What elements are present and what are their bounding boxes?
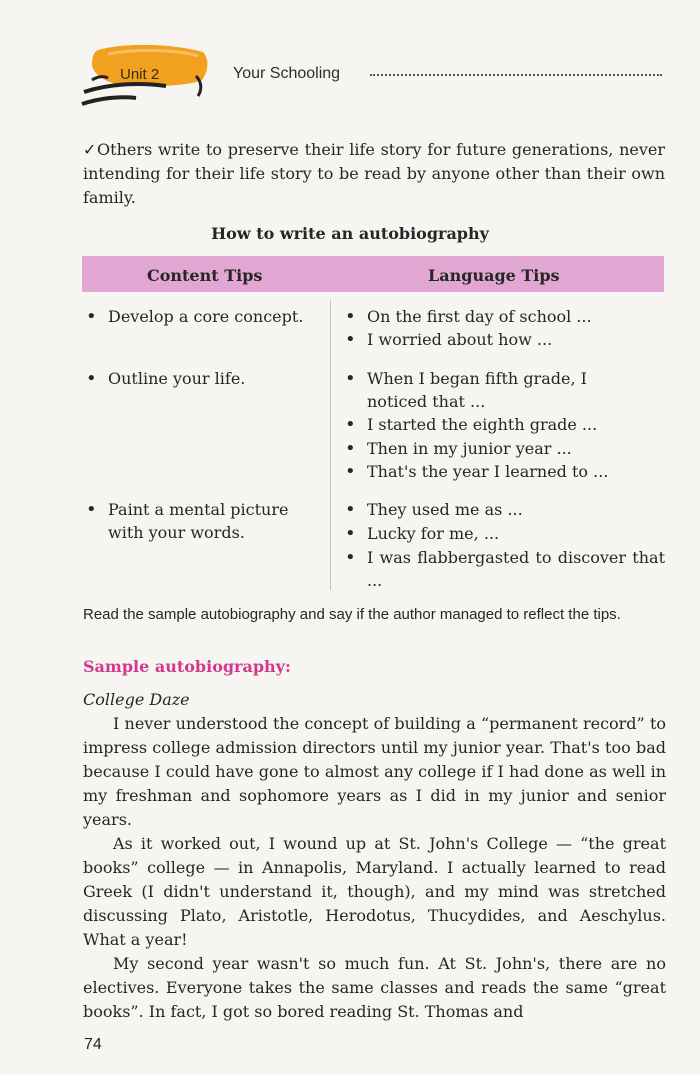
content-tip: • Outline your life. [108, 367, 320, 390]
content-tip: • Paint a mental picture with your words. [108, 498, 324, 544]
language-tips-header: Language Tips [428, 266, 560, 285]
tips-table-header [82, 256, 664, 292]
tips-table-title: How to write an autobiography [211, 224, 489, 243]
content-tip: • Develop a core concept. [108, 305, 320, 328]
language-tip: • Then in my junior year ... [367, 437, 667, 460]
reading-instruction: Read the sample autobiography and say if the author managed to reflect the tips. [83, 606, 621, 623]
language-tip: • When I began fifth grade, I noticed that ... [367, 367, 617, 413]
language-tip: • I was flabbergasted to discover that ... [367, 546, 665, 592]
story-paragraph: I never understood the concept of building a “permanent record” to impress college admission directors until my junior year. That's too bad because I could have gone to almost any college if I had done as well in my freshman and sophomore years as I did in my junior and senior years. [83, 714, 666, 829]
story-paragraph: As it worked out, I wound up at St. John's College — “the great books” college — in Annapolis, Maryland. I actually learned to read Greek (I didn't understand it, though), and my mind was stretched discussing Plato, Aristotle, Herodotus, Thucydides, and Aeschylus. What a year! [83, 834, 666, 949]
language-tip: • I worried about how ... [367, 328, 667, 351]
content-tips-header: Content Tips [147, 266, 263, 285]
story-title: College Daze [83, 690, 190, 709]
language-tip: • That's the year I learned to ... [367, 460, 667, 483]
page-header-title: Your Schooling [233, 65, 341, 82]
intro-paragraph: ✓Others write to preserve their life story for future generations, never intending for their life story to be read by anyone other than their own family. [83, 140, 665, 207]
sample-heading: Sample autobiography: [83, 657, 291, 676]
story-paragraph: My second year wasn't so much fun. At St. John's, there are no electives. Everyone takes the same classes and reads the same “great books”. In fact, I got so bored reading St. Thomas and [83, 954, 666, 1021]
story-body [83, 712, 666, 1024]
unit-label: Unit 2 [120, 66, 160, 83]
page-number: 74 [84, 1036, 102, 1053]
language-tip: • They used me as ... [367, 498, 667, 521]
column-divider [330, 300, 331, 590]
language-tip: • On the first day of school ... [367, 305, 667, 328]
language-tip: • Lucky for me, ... [367, 522, 667, 545]
language-tip: • I started the eighth grade ... [367, 413, 667, 436]
header-dotted-rule [370, 74, 662, 76]
